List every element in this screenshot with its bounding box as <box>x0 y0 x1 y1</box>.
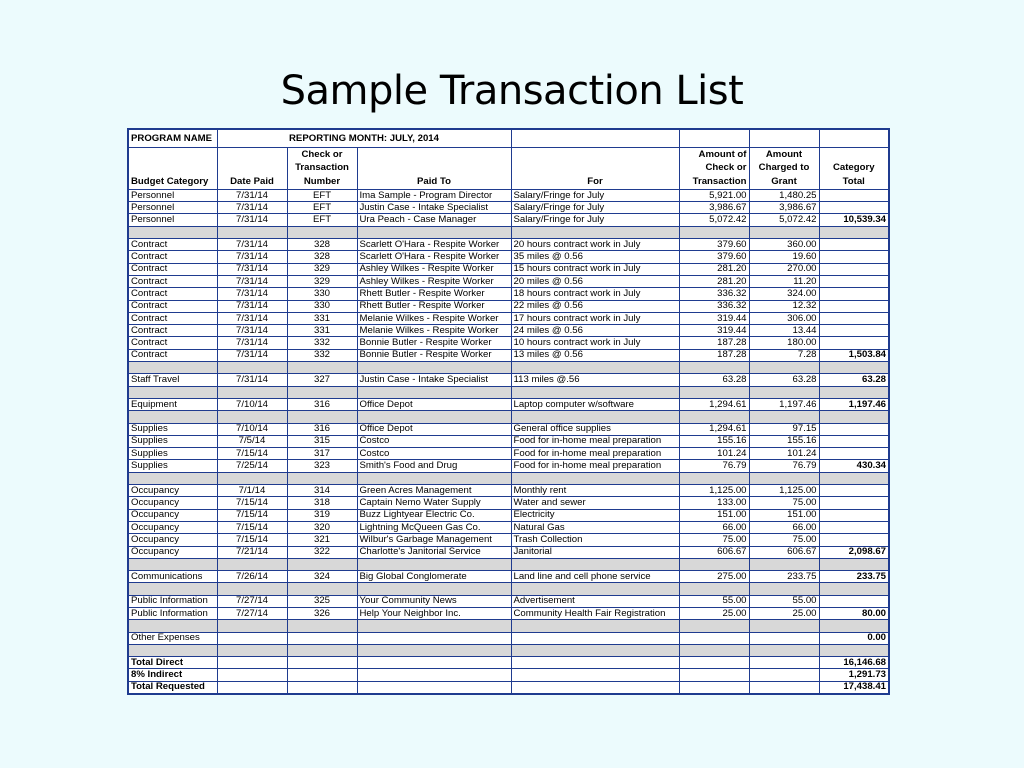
table-cell: 323 <box>287 460 357 472</box>
col-header-for: For <box>511 148 679 190</box>
table-cell: Office Depot <box>357 423 511 435</box>
col-header-amount: Amount of Check or Transaction <box>679 148 749 190</box>
table-cell: Supplies <box>128 435 217 447</box>
table-cell: 151.00 <box>679 509 749 521</box>
table-cell: 35 miles @ 0.56 <box>511 251 679 263</box>
table-cell <box>819 275 889 287</box>
total-value: 1,291.73 <box>819 669 889 681</box>
table-cell: 7/31/14 <box>217 349 287 361</box>
table-cell: 7/15/14 <box>217 521 287 533</box>
table-cell: Contract <box>128 263 217 275</box>
table-row <box>128 214 889 226</box>
table-cell: Occupancy <box>128 509 217 521</box>
table-cell: EFT <box>287 214 357 226</box>
slide-title: Sample Transaction List <box>280 68 744 114</box>
table-cell: Supplies <box>128 460 217 472</box>
table-cell: 331 <box>287 312 357 324</box>
table-row <box>128 595 889 607</box>
table-cell: 3,986.67 <box>749 202 819 214</box>
table-cell <box>819 423 889 435</box>
table-cell <box>819 485 889 497</box>
table-cell: 1,125.00 <box>679 485 749 497</box>
table-cell: 329 <box>287 263 357 275</box>
spacer-row <box>128 644 889 656</box>
table-row <box>128 251 889 263</box>
table-cell <box>819 325 889 337</box>
table-cell: 319.44 <box>679 325 749 337</box>
table-cell: 360.00 <box>749 239 819 251</box>
table-row <box>128 275 889 287</box>
table-cell: Staff Travel <box>128 374 217 386</box>
table-cell: 316 <box>287 398 357 410</box>
table-cell: Ima Sample - Program Director <box>357 189 511 201</box>
table-cell: 7/15/14 <box>217 534 287 546</box>
table-cell: Justin Case - Intake Specialist <box>357 374 511 386</box>
table-cell: 13.44 <box>749 325 819 337</box>
table-cell: Personnel <box>128 202 217 214</box>
col-header-category-total: Category Total <box>819 148 889 190</box>
table-cell: 7/31/14 <box>217 214 287 226</box>
table-cell: 7/31/14 <box>217 312 287 324</box>
spacer-row <box>128 362 889 374</box>
spacer-row <box>128 472 889 484</box>
table-cell <box>749 632 819 644</box>
table-cell <box>357 632 511 644</box>
table-cell: 75.00 <box>749 534 819 546</box>
table-cell: EFT <box>287 202 357 214</box>
program-name-label: PROGRAM NAME <box>128 129 217 148</box>
table-cell: Ura Peach - Case Manager <box>357 214 511 226</box>
spacer-row <box>128 411 889 423</box>
table-row <box>128 325 889 337</box>
table-cell: 1,503.84 <box>819 349 889 361</box>
table-cell: Melanie Wilkes - Respite Worker <box>357 325 511 337</box>
table-cell: Supplies <box>128 448 217 460</box>
table-row <box>128 312 889 324</box>
table-cell: Help Your Neighbor Inc. <box>357 607 511 619</box>
table-cell: 330 <box>287 300 357 312</box>
table-cell: 322 <box>287 546 357 558</box>
table-cell: 7/31/14 <box>217 239 287 251</box>
total-value: 16,146.68 <box>819 657 889 669</box>
table-cell: Contract <box>128 275 217 287</box>
table-cell: Contract <box>128 337 217 349</box>
table-cell: 315 <box>287 435 357 447</box>
table-cell: Office Depot <box>357 398 511 410</box>
table-cell: 379.60 <box>679 251 749 263</box>
table-cell: 20 hours contract work in July <box>511 239 679 251</box>
table-cell: 336.32 <box>679 288 749 300</box>
table-cell: Land line and cell phone service <box>511 571 679 583</box>
table-cell: 180.00 <box>749 337 819 349</box>
table-cell: 75.00 <box>749 497 819 509</box>
table-cell: Advertisement <box>511 595 679 607</box>
table-cell: 233.75 <box>819 571 889 583</box>
table-cell: Other Expenses <box>128 632 217 644</box>
table-cell: 319.44 <box>679 312 749 324</box>
table-cell: 2,098.67 <box>819 546 889 558</box>
total-label: Total Requested <box>128 681 217 694</box>
table-cell: 11.20 <box>749 275 819 287</box>
col-header-date-paid: Date Paid <box>217 148 287 190</box>
table-cell <box>819 312 889 324</box>
table-cell: 7/31/14 <box>217 300 287 312</box>
table-cell: Justin Case - Intake Specialist <box>357 202 511 214</box>
table-cell: 10,539.34 <box>819 214 889 226</box>
table-cell: 1,197.46 <box>819 398 889 410</box>
table-cell <box>819 239 889 251</box>
table-cell: 1,197.46 <box>749 398 819 410</box>
table-cell: 319 <box>287 509 357 521</box>
table-cell: 7/15/14 <box>217 448 287 460</box>
table-cell: 97.15 <box>749 423 819 435</box>
col-header-budget-category: Budget Category <box>128 148 217 190</box>
table-cell: 101.24 <box>679 448 749 460</box>
table-cell: 155.16 <box>679 435 749 447</box>
table-cell: 76.79 <box>749 460 819 472</box>
table-cell: 7/1/14 <box>217 485 287 497</box>
table-cell: 325 <box>287 595 357 607</box>
table-row <box>128 300 889 312</box>
table-cell: 80.00 <box>819 607 889 619</box>
table-cell: Personnel <box>128 189 217 201</box>
table-cell: 101.24 <box>749 448 819 460</box>
table-cell: Contract <box>128 325 217 337</box>
table-cell: 7/31/14 <box>217 275 287 287</box>
table-cell: Costco <box>357 435 511 447</box>
table-row <box>128 398 889 410</box>
table-cell: 326 <box>287 607 357 619</box>
table-cell: 324 <box>287 571 357 583</box>
table-cell: Ashley Wilkes - Respite Worker <box>357 275 511 287</box>
total-value: 17,438.41 <box>819 681 889 694</box>
table-cell: 113 miles @.56 <box>511 374 679 386</box>
table-cell <box>511 632 679 644</box>
table-cell: 7.28 <box>749 349 819 361</box>
table-cell: Communications <box>128 571 217 583</box>
col-header-charged: Amount Charged to Grant <box>749 148 819 190</box>
table-cell: 7/31/14 <box>217 337 287 349</box>
table-cell: Lightning McQueen Gas Co. <box>357 521 511 533</box>
table-cell: 270.00 <box>749 263 819 275</box>
table-cell: Scarlett O'Hara - Respite Worker <box>357 239 511 251</box>
table-cell: 24 miles @ 0.56 <box>511 325 679 337</box>
table-cell: EFT <box>287 189 357 201</box>
table-cell: Contract <box>128 312 217 324</box>
table-cell <box>819 337 889 349</box>
transaction-table <box>127 128 890 695</box>
table-cell: Food for in-home meal preparation <box>511 460 679 472</box>
spacer-row <box>128 386 889 398</box>
col-header-paid-to: Paid To <box>357 148 511 190</box>
table-cell: 187.28 <box>679 349 749 361</box>
table-cell: Occupancy <box>128 534 217 546</box>
table-cell <box>819 448 889 460</box>
table-cell: 66.00 <box>749 521 819 533</box>
table-cell <box>217 632 287 644</box>
table-cell: Contract <box>128 349 217 361</box>
table-cell: 5,072.42 <box>749 214 819 226</box>
total-label: Total Direct <box>128 657 217 669</box>
table-cell: 66.00 <box>679 521 749 533</box>
table-cell: 63.28 <box>749 374 819 386</box>
table-cell: 7/31/14 <box>217 202 287 214</box>
table-cell: 7/10/14 <box>217 398 287 410</box>
table-cell: 281.20 <box>679 275 749 287</box>
table-cell: 155.16 <box>749 435 819 447</box>
table-cell: 5,921.00 <box>679 189 749 201</box>
spacer-row <box>128 620 889 632</box>
table-cell: 331 <box>287 325 357 337</box>
total-row <box>128 681 889 694</box>
program-header-row <box>128 129 889 148</box>
table-cell: Rhett Butler - Respite Worker <box>357 288 511 300</box>
table-cell: 327 <box>287 374 357 386</box>
table-cell: 25.00 <box>679 607 749 619</box>
table-cell: Electricity <box>511 509 679 521</box>
table-cell: 75.00 <box>679 534 749 546</box>
table-cell: 7/31/14 <box>217 374 287 386</box>
table-cell: 328 <box>287 239 357 251</box>
table-cell: Supplies <box>128 423 217 435</box>
table-cell: 3,986.67 <box>679 202 749 214</box>
table-cell: 0.00 <box>819 632 889 644</box>
total-row <box>128 669 889 681</box>
table-cell: 7/31/14 <box>217 189 287 201</box>
table-cell <box>819 497 889 509</box>
table-cell: 19.60 <box>749 251 819 263</box>
table-row <box>128 202 889 214</box>
table-row <box>128 435 889 447</box>
table-cell: 7/15/14 <box>217 497 287 509</box>
table-cell: Public Information <box>128 607 217 619</box>
table-cell: Trash Collection <box>511 534 679 546</box>
table-cell: Smith's Food and Drug <box>357 460 511 472</box>
table-cell: Janitorial <box>511 546 679 558</box>
table-cell: 5,072.42 <box>679 214 749 226</box>
table-cell: Laptop computer w/software <box>511 398 679 410</box>
table-cell: Occupancy <box>128 546 217 558</box>
table-row <box>128 534 889 546</box>
table-cell: 7/26/14 <box>217 571 287 583</box>
column-header-row <box>128 148 889 190</box>
table-cell: 25.00 <box>749 607 819 619</box>
table-cell: 22 miles @ 0.56 <box>511 300 679 312</box>
table-cell: 13 miles @ 0.56 <box>511 349 679 361</box>
table-cell <box>819 263 889 275</box>
table-row <box>128 337 889 349</box>
table-cell: Water and sewer <box>511 497 679 509</box>
table-cell: 7/5/14 <box>217 435 287 447</box>
table-cell: Salary/Fringe for July <box>511 189 679 201</box>
table-cell: 7/25/14 <box>217 460 287 472</box>
total-label: 8% Indirect <box>128 669 217 681</box>
table-cell: 133.00 <box>679 497 749 509</box>
table-cell: Big Global Conglomerate <box>357 571 511 583</box>
table-row <box>128 546 889 558</box>
table-cell: 7/27/14 <box>217 607 287 619</box>
table-cell: Captain Nemo Water Supply <box>357 497 511 509</box>
table-cell: 15 hours contract work in July <box>511 263 679 275</box>
table-cell: 151.00 <box>749 509 819 521</box>
table-cell: 1,294.61 <box>679 423 749 435</box>
table-row <box>128 485 889 497</box>
table-cell: 306.00 <box>749 312 819 324</box>
table-cell: Rhett Butler - Respite Worker <box>357 300 511 312</box>
table-cell: 10 hours contract work in July <box>511 337 679 349</box>
table-cell: 7/15/14 <box>217 509 287 521</box>
spacer-row <box>128 226 889 238</box>
table-cell: 7/31/14 <box>217 263 287 275</box>
table-cell: 63.28 <box>819 374 889 386</box>
table-cell: 275.00 <box>679 571 749 583</box>
table-row <box>128 460 889 472</box>
table-cell: Melanie Wilkes - Respite Worker <box>357 312 511 324</box>
table-cell: 76.79 <box>679 460 749 472</box>
table-cell: 379.60 <box>679 239 749 251</box>
table-cell: Personnel <box>128 214 217 226</box>
table-cell: Bonnie Butler - Respite Worker <box>357 349 511 361</box>
table-cell: 7/31/14 <box>217 288 287 300</box>
table-cell: Contract <box>128 300 217 312</box>
table-cell <box>819 595 889 607</box>
table-row <box>128 571 889 583</box>
table-cell <box>819 435 889 447</box>
table-cell <box>679 632 749 644</box>
table-cell: 1,480.25 <box>749 189 819 201</box>
table-cell: 430.34 <box>819 460 889 472</box>
table-cell: Wilbur's Garbage Management <box>357 534 511 546</box>
table-cell <box>819 509 889 521</box>
spacer-row <box>128 558 889 570</box>
table-cell: Public Information <box>128 595 217 607</box>
table-cell: 332 <box>287 349 357 361</box>
table-cell: 329 <box>287 275 357 287</box>
table-cell: Costco <box>357 448 511 460</box>
table-cell: 606.67 <box>679 546 749 558</box>
table-cell: Contract <box>128 239 217 251</box>
table-cell: Salary/Fringe for July <box>511 202 679 214</box>
table-cell: 63.28 <box>679 374 749 386</box>
table-cell: Occupancy <box>128 521 217 533</box>
table-row <box>128 349 889 361</box>
table-row <box>128 423 889 435</box>
table-cell: 1,125.00 <box>749 485 819 497</box>
table-cell: 18 hours contract work in July <box>511 288 679 300</box>
table-cell: Bonnie Butler - Respite Worker <box>357 337 511 349</box>
table-cell: General office supplies <box>511 423 679 435</box>
table-cell: 233.75 <box>749 571 819 583</box>
table-row <box>128 239 889 251</box>
table-cell: Natural Gas <box>511 521 679 533</box>
table-cell: Your Community News <box>357 595 511 607</box>
table-row <box>128 263 889 275</box>
table-cell: Scarlett O'Hara - Respite Worker <box>357 251 511 263</box>
table-cell: 55.00 <box>679 595 749 607</box>
table-cell: 1,294.61 <box>679 398 749 410</box>
table-cell: 336.32 <box>679 300 749 312</box>
spacer-row <box>128 583 889 595</box>
table-cell: Occupancy <box>128 497 217 509</box>
table-cell <box>819 288 889 300</box>
table-cell: 324.00 <box>749 288 819 300</box>
table-cell: Equipment <box>128 398 217 410</box>
table-cell: Green Acres Management <box>357 485 511 497</box>
table-cell: 281.20 <box>679 263 749 275</box>
table-cell: 7/27/14 <box>217 595 287 607</box>
table-cell: 320 <box>287 521 357 533</box>
table-cell: 12.32 <box>749 300 819 312</box>
table-cell: 7/10/14 <box>217 423 287 435</box>
table-cell: 321 <box>287 534 357 546</box>
table-cell: Charlotte's Janitorial Service <box>357 546 511 558</box>
table-cell: 55.00 <box>749 595 819 607</box>
table-cell: Contract <box>128 251 217 263</box>
table-row <box>128 288 889 300</box>
table-cell <box>819 534 889 546</box>
table-cell: Food for in-home meal preparation <box>511 448 679 460</box>
col-header-check-number: Check or Transaction Number <box>287 148 357 190</box>
table-cell: 317 <box>287 448 357 460</box>
table-cell: Ashley Wilkes - Respite Worker <box>357 263 511 275</box>
table-cell: 7/31/14 <box>217 251 287 263</box>
table-row <box>128 607 889 619</box>
table-cell: Salary/Fringe for July <box>511 214 679 226</box>
table-cell <box>819 202 889 214</box>
table-row <box>128 509 889 521</box>
table-cell: 187.28 <box>679 337 749 349</box>
table-cell: 332 <box>287 337 357 349</box>
table-cell: Monthly rent <box>511 485 679 497</box>
reporting-month: REPORTING MONTH: JULY, 2014 <box>217 129 511 148</box>
table-cell: 7/31/14 <box>217 325 287 337</box>
table-cell <box>819 521 889 533</box>
table-cell: 318 <box>287 497 357 509</box>
table-cell <box>819 251 889 263</box>
table-cell: Buzz Lightyear Electric Co. <box>357 509 511 521</box>
table-row <box>128 189 889 201</box>
table-cell: 316 <box>287 423 357 435</box>
table-row <box>128 497 889 509</box>
table-cell: 7/21/14 <box>217 546 287 558</box>
table-cell <box>819 300 889 312</box>
table-row <box>128 521 889 533</box>
table-cell <box>819 189 889 201</box>
total-row <box>128 657 889 669</box>
table-cell: 20 miles @ 0.56 <box>511 275 679 287</box>
table-cell: 330 <box>287 288 357 300</box>
table-cell: 606.67 <box>749 546 819 558</box>
table-row <box>128 448 889 460</box>
table-row <box>128 632 889 644</box>
table-cell: Community Health Fair Registration <box>511 607 679 619</box>
table-cell: 328 <box>287 251 357 263</box>
table-row <box>128 374 889 386</box>
table-cell: Occupancy <box>128 485 217 497</box>
table-cell <box>287 632 357 644</box>
table-cell: 17 hours contract work in July <box>511 312 679 324</box>
table-cell: Food for in-home meal preparation <box>511 435 679 447</box>
table-cell: 314 <box>287 485 357 497</box>
table-cell: Contract <box>128 288 217 300</box>
